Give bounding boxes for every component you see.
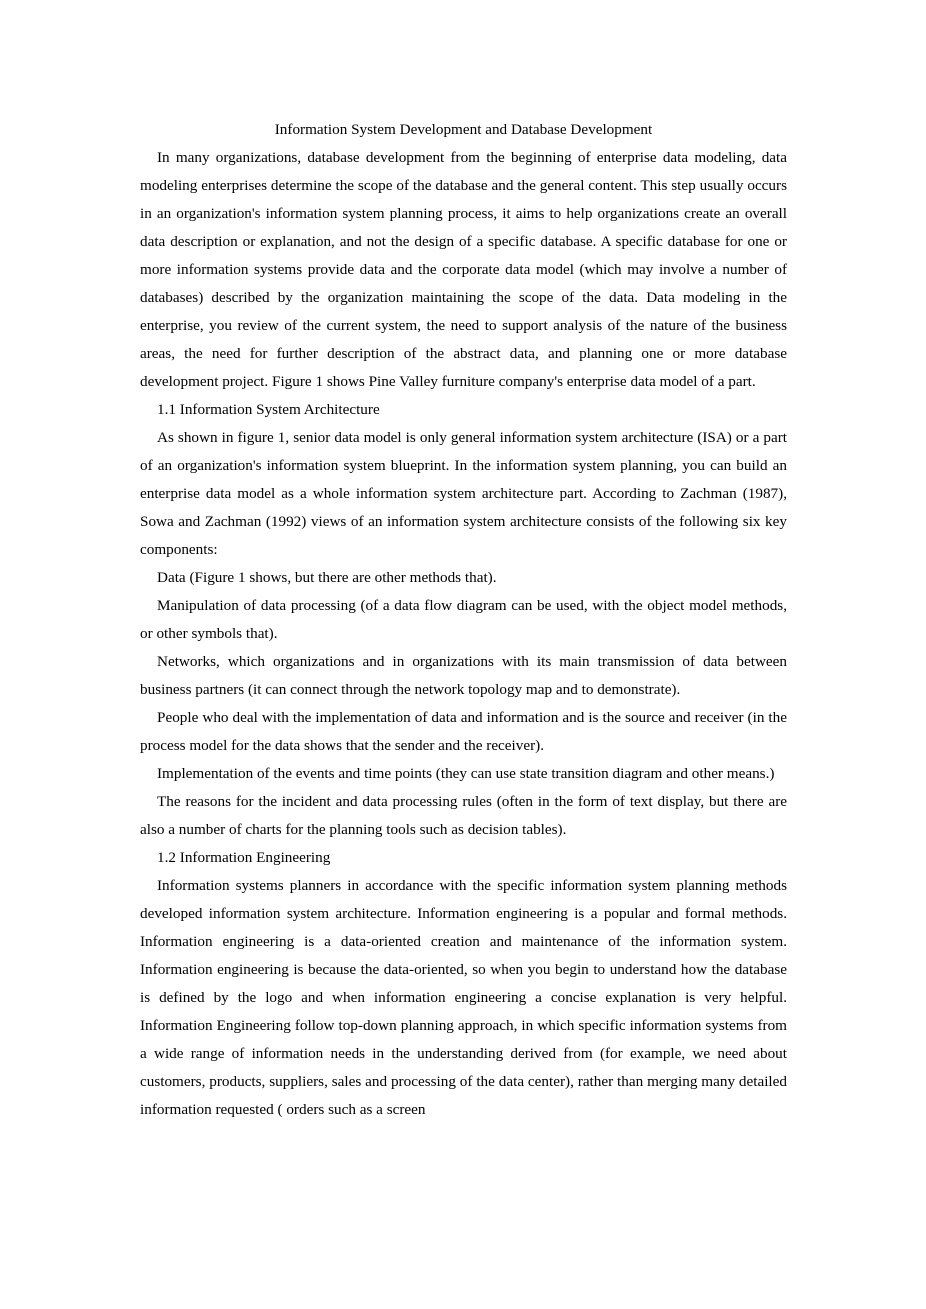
component-people-paragraph: People who deal with the implementation of data and information and is the source and receiver (in the process model for the data shows that the sender and the receiver). (140, 709, 787, 754)
section-heading-isa: 1.1 Information System Architecture (157, 401, 380, 418)
isa-paragraph: As shown in figure 1, senior data model is only general information system architecture (ISA) or a part of an organization's information system blueprint. In the information system planning, you can build an enterprise data model as a whole information system architecture part. According to Zachman (1987), Sowa and Zachman (1992) views of an information system architecture consists of the following six key components: (140, 429, 787, 558)
ie-paragraph: Information systems planners in accordance with the specific information system planning methods developed information system architecture. Information engineering is a popular and formal methods. Information engineering is a data-oriented creation and maintenance of the information system. Information engineering is because the data-oriented, so when you begin to understand how the database is defined by the logo and when information engineering a concise explanation is very helpful. Information Engineering follow top-down planning approach, in which specific information systems from a wide range of information needs in the understanding derived from (for example, we need about customers, products, suppliers, sales and processing of the data center), rather than merging many detailed information requested ( orders such as a screen (140, 877, 787, 1118)
document-title: Information System Development and Database Development (274, 121, 653, 138)
section-heading-ie: 1.2 Information Engineering (157, 849, 331, 866)
component-processing-paragraph: Manipulation of data processing (of a data flow diagram can be used, with the object model methods, or other symbols that). (140, 597, 787, 642)
component-reasons-paragraph: The reasons for the incident and data processing rules (often in the form of text display, but there are also a number of charts for the planning tools such as decision tables). (140, 793, 787, 838)
component-networks-paragraph: Networks, which organizations and in organizations with its main transmission of data between business partners (it can connect through the network topology map and to demonstrate). (140, 653, 787, 698)
component-data-paragraph: Data (Figure 1 shows, but there are other methods that). (157, 569, 497, 586)
intro-paragraph: In many organizations, database development from the beginning of enterprise data modeling, data modeling enterprises determine the scope of the database and the general content. This step usually occurs in an organization's information system planning process, it aims to help organizations create an overall data description or explanation, and not the design of a specific database. A specific database for one or more information systems provide data and the corporate data model (which may involve a number of databases) described by the organization maintaining the scope of the data. Data modeling in the enterprise, you review of the current system, the need to support analysis of the nature of the business areas, the need for further description of the abstract data, and planning one or more database development project. Figure 1 shows Pine Valley furniture company's enterprise data model of a part. (140, 149, 787, 390)
document-body (140, 116, 787, 1124)
component-events-paragraph: Implementation of the events and time points (they can use state transition diagram and other means.) (157, 765, 775, 782)
